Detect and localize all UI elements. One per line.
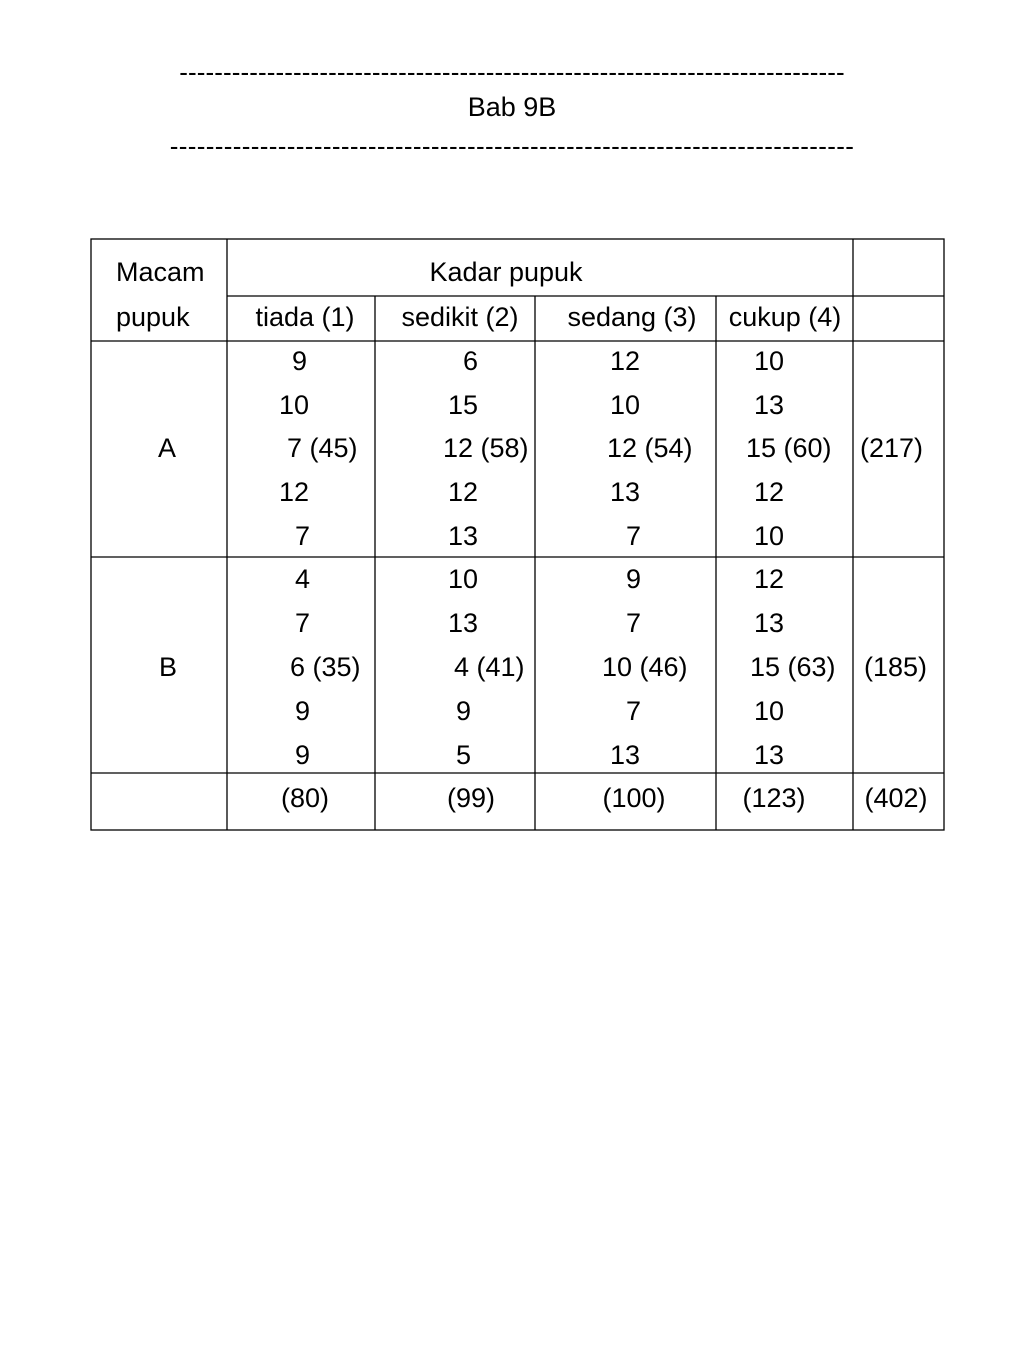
cell-a-4-1: 12 <box>279 477 310 507</box>
grand-total: (402) <box>864 783 928 813</box>
cell-b-2-3: 7 <box>626 608 642 638</box>
cell-a-2-2: 15 <box>448 390 479 420</box>
cell-a-5-3: 7 <box>626 521 642 551</box>
cell-b-3-4: 15 (63) <box>750 652 836 682</box>
cell-b-1-2: 10 <box>448 564 479 594</box>
cell-a-2-4: 13 <box>754 390 785 420</box>
cell-a-5-1: 7 <box>295 521 311 551</box>
cell-b-4-2: 9 <box>456 696 472 726</box>
cell-b-4-3: 7 <box>626 696 642 726</box>
cell-b-3-2: 4 (41) <box>454 652 525 682</box>
cell-a-3-2: 12 (58) <box>443 433 529 463</box>
group-header: Kadar pupuk <box>429 257 583 287</box>
cell-b-2-4: 13 <box>754 608 785 638</box>
cell-b-3-1: 6 (35) <box>290 652 361 682</box>
row-header-line-2: pupuk <box>116 302 190 332</box>
cell-a-2-1: 10 <box>279 390 310 420</box>
cell-a-3-4: 15 (60) <box>746 433 832 463</box>
cell-a-4-4: 12 <box>754 477 785 507</box>
cell-a-1-4: 10 <box>754 346 785 376</box>
header-dashes-bottom: ---------------------------------------------------------------------------- <box>169 131 855 161</box>
column-total-3: (100) <box>602 783 666 813</box>
cell-b-4-4: 10 <box>754 696 785 726</box>
cell-a-5-4: 10 <box>754 521 785 551</box>
cell-b-1-4: 12 <box>754 564 785 594</box>
cell-b-5-1: 9 <box>295 740 311 770</box>
group-label-a: A <box>157 433 177 463</box>
column-header-3: sedang (3) <box>567 302 697 332</box>
cell-a-3-3: 12 (54) <box>607 433 693 463</box>
header-dashes-top: ---------------------------------------------------------------------------- <box>179 57 845 87</box>
group-total-a: (217) <box>860 433 924 463</box>
group-label-b: B <box>158 652 178 682</box>
cell-a-5-2: 13 <box>448 521 479 551</box>
cell-a-1-3: 12 <box>610 346 641 376</box>
cell-a-4-3: 13 <box>610 477 641 507</box>
column-header-4: cukup (4) <box>728 302 842 332</box>
page-title: Bab 9B <box>467 92 557 122</box>
cell-b-2-2: 13 <box>448 608 479 638</box>
cell-b-5-4: 13 <box>754 740 785 770</box>
cell-a-2-3: 10 <box>610 390 641 420</box>
column-total-1: (80) <box>280 783 330 813</box>
cell-b-1-3: 9 <box>626 564 642 594</box>
cell-b-5-3: 13 <box>610 740 641 770</box>
cell-a-1-1: 9 <box>292 346 308 376</box>
column-header-1: tiada (1) <box>255 302 355 332</box>
group-total-b: (185) <box>864 652 928 682</box>
cell-b-4-1: 9 <box>295 696 311 726</box>
column-total-2: (99) <box>446 783 496 813</box>
cell-b-5-2: 5 <box>456 740 472 770</box>
cell-a-3-1: 7 (45) <box>287 433 358 463</box>
row-header-line-1: Macam <box>116 257 205 287</box>
cell-a-1-2: 6 <box>463 346 479 376</box>
cell-b-1-1: 4 <box>295 564 311 594</box>
cell-b-3-3: 10 (46) <box>602 652 688 682</box>
column-total-4: (123) <box>742 783 806 813</box>
cell-a-4-2: 12 <box>448 477 479 507</box>
cell-b-2-1: 7 <box>295 608 311 638</box>
column-header-2: sedikit (2) <box>401 302 519 332</box>
